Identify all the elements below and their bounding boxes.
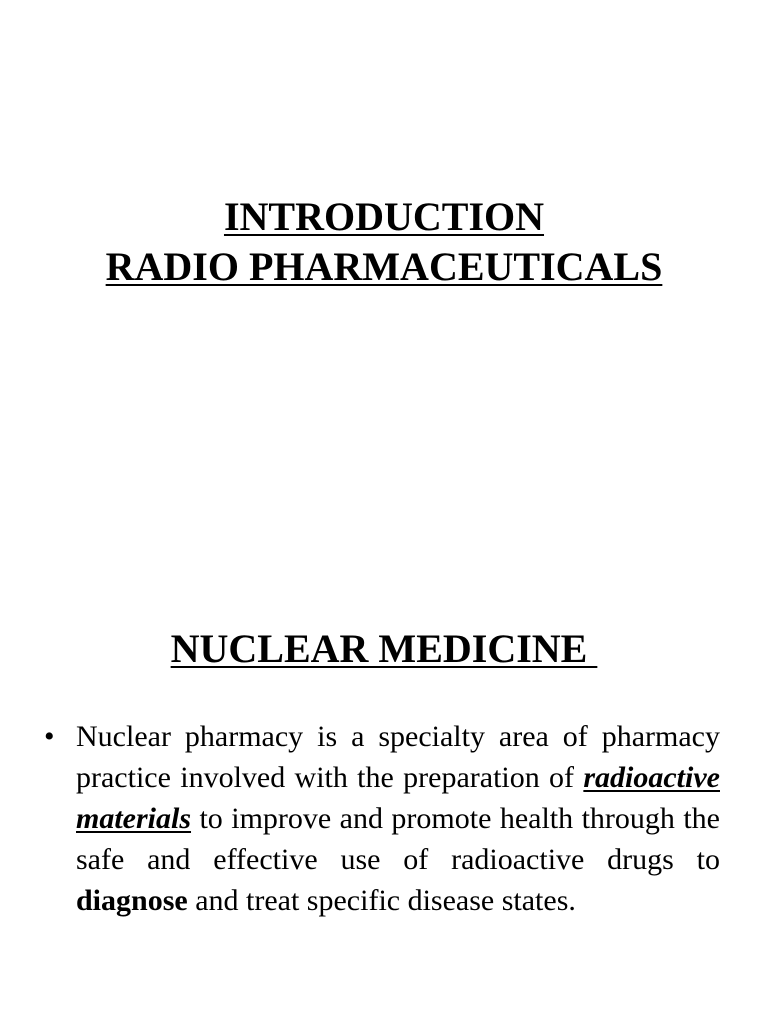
- list-item: [44, 716, 720, 921]
- bullet-list: [44, 716, 720, 921]
- section-heading: [0, 624, 768, 674]
- bullet-text-after: and treat specific disease states.: [187, 884, 576, 917]
- bullet-text-before: Nuclear pharmacy is a specialty area of pharmacy practice involved with the preparation of: [76, 720, 720, 794]
- slide-title: [0, 192, 768, 292]
- title-line-1: INTRODUCTION: [223, 194, 545, 239]
- section-heading-text: NUCLEAR MEDICINE: [170, 626, 598, 671]
- emphasized-term: radioactive materials: [76, 761, 720, 835]
- title-line-2: RADIO PHARMACEUTICALS: [105, 244, 663, 289]
- bold-term: diagnose: [76, 884, 188, 917]
- bullet-icon: •: [44, 720, 55, 753]
- bullet-text-middle: to improve and promote health through the safe and effective use of radioactive drugs to: [76, 802, 720, 876]
